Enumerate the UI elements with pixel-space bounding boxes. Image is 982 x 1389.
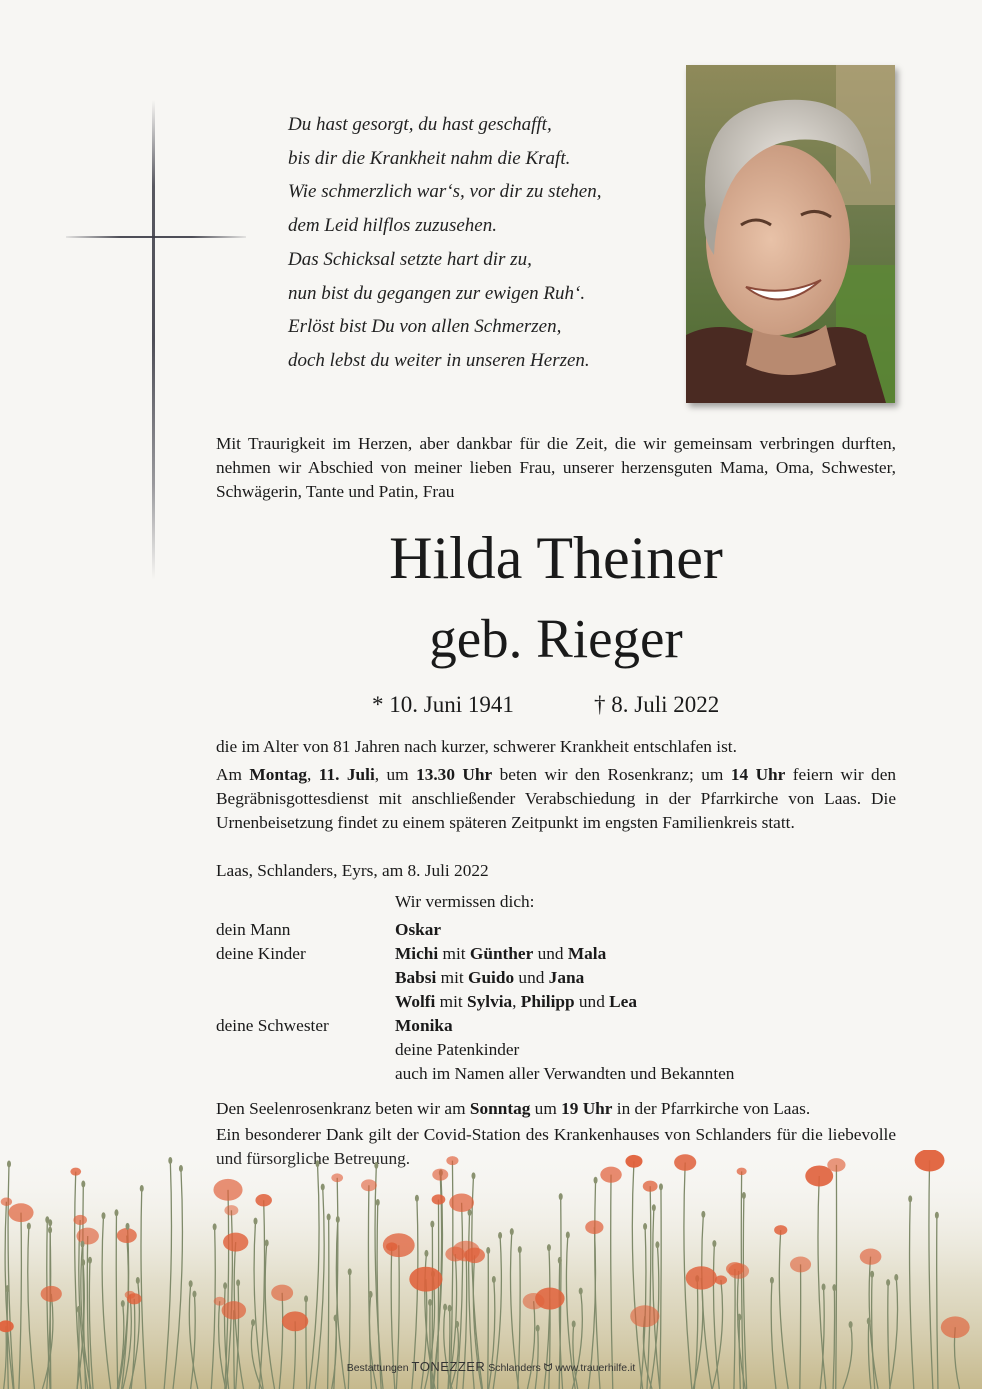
relative-note: deine Patenkinder — [395, 1040, 520, 1059]
relative-name: Sylvia — [467, 992, 513, 1011]
relative-name: Babsi — [395, 968, 437, 987]
service-text-part: , um — [374, 765, 417, 784]
relative-role: dein Mann — [216, 920, 291, 939]
poppy-meadow-image — [0, 1150, 982, 1389]
relative-name: Oskar — [395, 920, 442, 939]
rosary-text-part: Den Seelenrosenkranz beten wir am — [216, 1099, 470, 1118]
intro-text: Mit Traurigkeit im Herzen, aber dankbar für die Zeit, die wir gemeinsam verbringen durften, nehmen wir Abschied von meiner lieben Frau, unserer herzensguten Mama, Oma, Schwester, Schwägerin, Tante und Patin, Frau — [216, 434, 896, 501]
service-text-part: , — [307, 765, 319, 784]
relative-name: Guido — [468, 968, 515, 987]
connector-text: mit — [436, 968, 468, 987]
cross-icon-horizontal — [66, 236, 246, 238]
footer-prefix: Bestattungen — [346, 1362, 412, 1374]
rosary-evening-time: 19 Uhr — [561, 1099, 613, 1118]
poem — [288, 108, 668, 378]
relative-name: Lea — [609, 992, 637, 1011]
birth-date: * 10. Juni 1941 — [372, 692, 514, 717]
poem-line: Erlöst bist Du von allen Schmerzen, — [288, 316, 562, 338]
rosary-text-part: um — [530, 1099, 562, 1118]
relative-name: Günther — [469, 944, 534, 963]
service-text — [216, 763, 896, 835]
poem-line: Das Schicksal setzte hart dir zu, — [288, 248, 532, 270]
place-date: Laas, Schlanders, Eyrs, am 8. Juli 2022 — [216, 861, 489, 880]
poem-line: bis dir die Krankheit nahm die Kraft. — [288, 147, 571, 169]
poem-line: doch lebst du weiter in unseren Herzen. — [288, 349, 590, 371]
portrait-photo — [686, 65, 895, 403]
cross-icon-vertical — [152, 100, 155, 580]
relative-row — [216, 1038, 896, 1062]
service-day: Montag — [249, 765, 307, 784]
relative-name: Mala — [567, 944, 607, 963]
connector-text: , — [512, 992, 521, 1011]
relative-row — [216, 918, 896, 942]
relative-name: Monika — [395, 1016, 453, 1035]
relative-note: auch im Namen aller Verwandten und Bekannten — [395, 1064, 735, 1083]
service-text-part: Am — [216, 765, 250, 784]
connector-text: und — [574, 992, 610, 1011]
death-date: † 8. Juli 2022 — [594, 692, 720, 717]
connector-text: mit — [438, 944, 470, 963]
age-text: die im Alter von 81 Jahren nach kurzer, schwerer Krankheit entschlafen ist. — [216, 737, 737, 756]
poem-line: nun bist du gegangen zur ewigen Ruh‘. — [288, 282, 586, 304]
rosary-time: 13.30 Uhr — [416, 765, 493, 784]
connector-text: und — [533, 944, 568, 963]
relative-role: deine Schwester — [216, 1016, 329, 1035]
rosary-text-part: in der Pfarrkirche von Laas. — [612, 1099, 811, 1118]
relative-name: Wolfi — [395, 992, 436, 1011]
relative-row — [216, 1014, 896, 1038]
rosary-day: Sonntag — [469, 1099, 531, 1118]
trauerhilfe-logo-icon: ᗢ — [543, 1362, 553, 1374]
footer-url: www.trauerhilfe.it — [555, 1362, 636, 1374]
relative-row — [216, 966, 896, 990]
service-text-part: beten wir den Rosenkranz; um — [492, 765, 731, 784]
connector-text: mit — [435, 992, 468, 1011]
poem-line: dem Leid hilflos zuzusehen. — [288, 215, 497, 237]
connector-text: und — [514, 968, 549, 987]
thanks-text: Ein besonderer Dank gilt der Covid-Station des Krankenhauses von Schlanders für die liebevolle — [216, 1125, 896, 1144]
footer-brand: TONEZZER — [411, 1359, 486, 1374]
relative-row — [216, 1062, 896, 1086]
poem-line: Du hast gesorgt, du hast geschafft, — [288, 114, 552, 135]
relative-row — [216, 942, 896, 966]
birth-name: geb. Rieger — [429, 608, 683, 669]
service-date: 11. Juli — [318, 765, 375, 784]
relative-name: Philipp — [520, 992, 575, 1011]
relative-name: Jana — [548, 968, 585, 987]
service-text-part: feiern wir den Begräbnisgottesdienst mit anschließender Verabschiedung in der Pfarrkirche von Laas. Die Urnenbeisetzung findet zu einem späteren Zeitpunkt im engsten Familienkreis statt. — [216, 765, 897, 832]
miss-heading: Wir vermissen dich: — [395, 892, 535, 911]
poem-line: Wie schmerzlich war‘s, vor dir zu stehen, — [288, 181, 602, 203]
relative-role: deine Kinder — [216, 944, 306, 963]
deceased-name: Hilda Theiner — [389, 525, 723, 591]
footer — [0, 1360, 982, 1375]
rosary-text — [216, 1097, 896, 1121]
footer-town: Schlanders — [485, 1362, 544, 1374]
relative-name: Michi — [395, 944, 439, 963]
relative-row — [216, 990, 896, 1014]
mass-time: 14 Uhr — [730, 765, 786, 784]
relatives-list — [216, 918, 896, 1086]
